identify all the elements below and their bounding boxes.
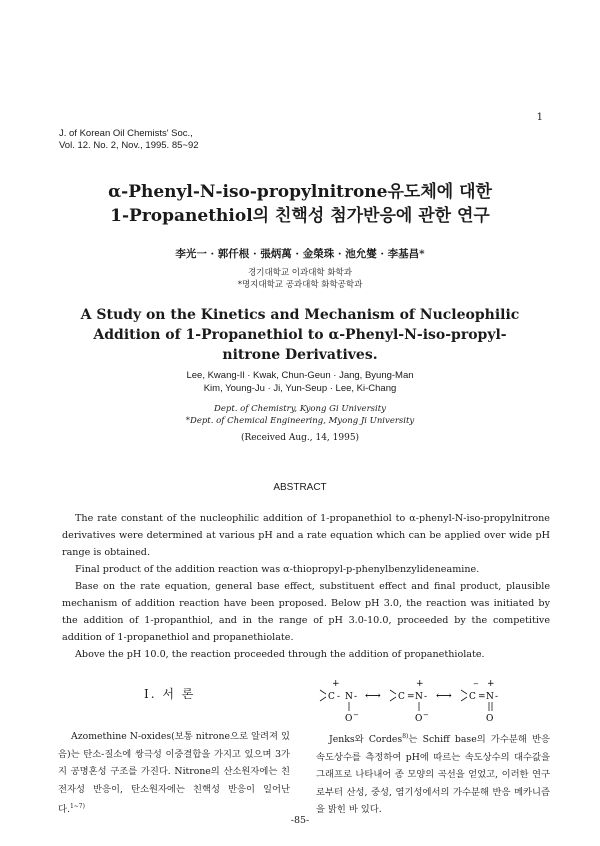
korean-affiliation-1: 경기대학교 이과대학 화학과 [248, 268, 352, 278]
resonance-structure-2 [390, 679, 429, 724]
resonance-arrow-1: ⟷ [365, 689, 381, 702]
charge-plus-1: + [332, 679, 340, 689]
english-affiliation-1: Dept. of Chemistry, Kyong Gi University [214, 404, 386, 414]
nitrogen-3: N [486, 692, 494, 702]
intro-right-text-a: Jenks와 Cordes [329, 734, 403, 746]
english-affiliation-2: *Dept. of Chemical Engineering, Myong Ji University [185, 416, 415, 426]
abstract-heading: ABSTRACT [273, 482, 327, 493]
intro-left-ref: 1~7) [69, 803, 85, 810]
dash-1: - [337, 692, 341, 702]
double-bond-2: = [407, 692, 415, 702]
resonance-structure-3 [461, 679, 498, 724]
english-title-line-3: nitrone Derivatives. [222, 347, 378, 363]
double-bond-3: = [478, 692, 486, 702]
oxygen-2: O [415, 714, 423, 724]
english-title [0, 305, 600, 365]
nitrogen-2: N [415, 692, 423, 702]
resonance-arrow-2: ⟷ [436, 689, 452, 702]
carbon-3: C [469, 692, 476, 702]
section-heading-introduction: I. 서 론 [144, 687, 196, 701]
abstract-body [62, 510, 550, 663]
dash-3: - [424, 692, 428, 702]
charge-minus-3: − [473, 680, 479, 688]
english-authors-line-2: Kim, Young-Ju · Ji, Yun-Seup · Lee, Ki-Chang [203, 383, 397, 394]
charge-minus-2: − [423, 711, 429, 719]
english-authors-line-1: Lee, Kwang-Il · Kwak, Chun-Geun · Jang, Byung-Man [186, 370, 414, 381]
english-authors [0, 369, 600, 395]
intro-left-column [58, 728, 290, 819]
page-number: 1 [536, 112, 543, 123]
dash-4: - [495, 692, 499, 702]
english-title-line-2: Addition of 1-Propanethiol to α-Phenyl-N-iso-propyl- [93, 327, 507, 343]
journal-citation [59, 128, 199, 152]
abstract-paragraph-4: Above the pH 10.0, the reaction proceeded through the addition of propanethiolate. [75, 649, 485, 660]
charge-minus-1: − [353, 711, 359, 719]
korean-title [0, 180, 600, 228]
english-affiliations [0, 403, 600, 427]
carbon-1: C [328, 692, 335, 702]
oxygen-1: O [345, 714, 353, 724]
intro-right-text-b: 는 Schiff base의 가수분해 반응 속도상수를 측정하여 pH에 따르는 속도상수의 대수값을 그래프로 나타내어 종 모양의 곡선을 얻었고, 이러한 연구로부터 산성, 중성, 염기성에서의 가수분해 반응 메카니즘을 밝힌 바 있다. [316, 734, 551, 816]
oxygen-3: O [486, 714, 494, 724]
korean-title-line-2: 1-Propanethiol의 친핵성 첨가반응에 관한 연구 [110, 206, 490, 226]
journal-line-2: Vol. 12. No. 2, Nov., 1995. 85~92 [59, 140, 199, 151]
intro-right-ref: 8) [402, 733, 409, 740]
received-date: (Received Aug., 14, 1995) [240, 433, 360, 443]
page-footer-number: -85- [290, 815, 310, 826]
korean-affiliations [0, 267, 600, 291]
charge-plus-3: + [487, 679, 495, 689]
abstract-paragraph-3: Base on the rate equation, general base effect, substituent effect and final product, plausible mechanism of addition reaction have been proposed. Below pH 3.0, the reaction was initiated by the addition of 1-propanthiol, and in the range of pH 3.0-10.0, proceeded by the competitive addition of 1-propanethiol and propanethiolate. [62, 581, 550, 643]
dash-2: - [354, 692, 358, 702]
journal-line-1: J. of Korean Oil Chemists' Soc., [59, 128, 193, 139]
abstract-paragraph-2: Final product of the addition reaction was α-thiopropyl-p-phenylbenzylideneamine. [75, 564, 480, 575]
nitrogen-1: N [345, 692, 353, 702]
intro-left-text: Azomethine N-oxides(보통 nitrone으로 알려져 있음)는 탄소-질소에 쌍극성 이중결합을 가지고 있으며 3가지 공명혼성 구조를 가진다. Nitrone의 산소원자에는 친전자성 반응이, 탄소원자에는 친핵성 반응이 일어난다. [58, 731, 290, 816]
korean-title-line-1: α-Phenyl-N-iso-propylnitrone유도체에 대한 [108, 182, 492, 202]
korean-affiliation-2: *명지대학교 공과대학 화학공학과 [237, 280, 363, 290]
korean-authors: 李光一 · 郭仟根 · 張炳萬 · 金榮珠 · 池允燮 · 李基昌* [175, 248, 425, 260]
abstract-paragraph-1: The rate constant of the nucleophilic addition of 1-propanethiol to α-phenyl-N-iso-propylnitrone derivatives were determined at various pH and a rate equation which can be applied over wide pH range is obtained. [62, 513, 550, 558]
carbon-2: C [398, 692, 405, 702]
english-title-line-1: A Study on the Kinetics and Mechanism of Nucleophilic [80, 307, 520, 323]
charge-plus-2: + [416, 679, 424, 689]
resonance-structure-1 [320, 679, 359, 724]
intro-right-column [316, 728, 550, 819]
resonance-structures [315, 675, 555, 725]
